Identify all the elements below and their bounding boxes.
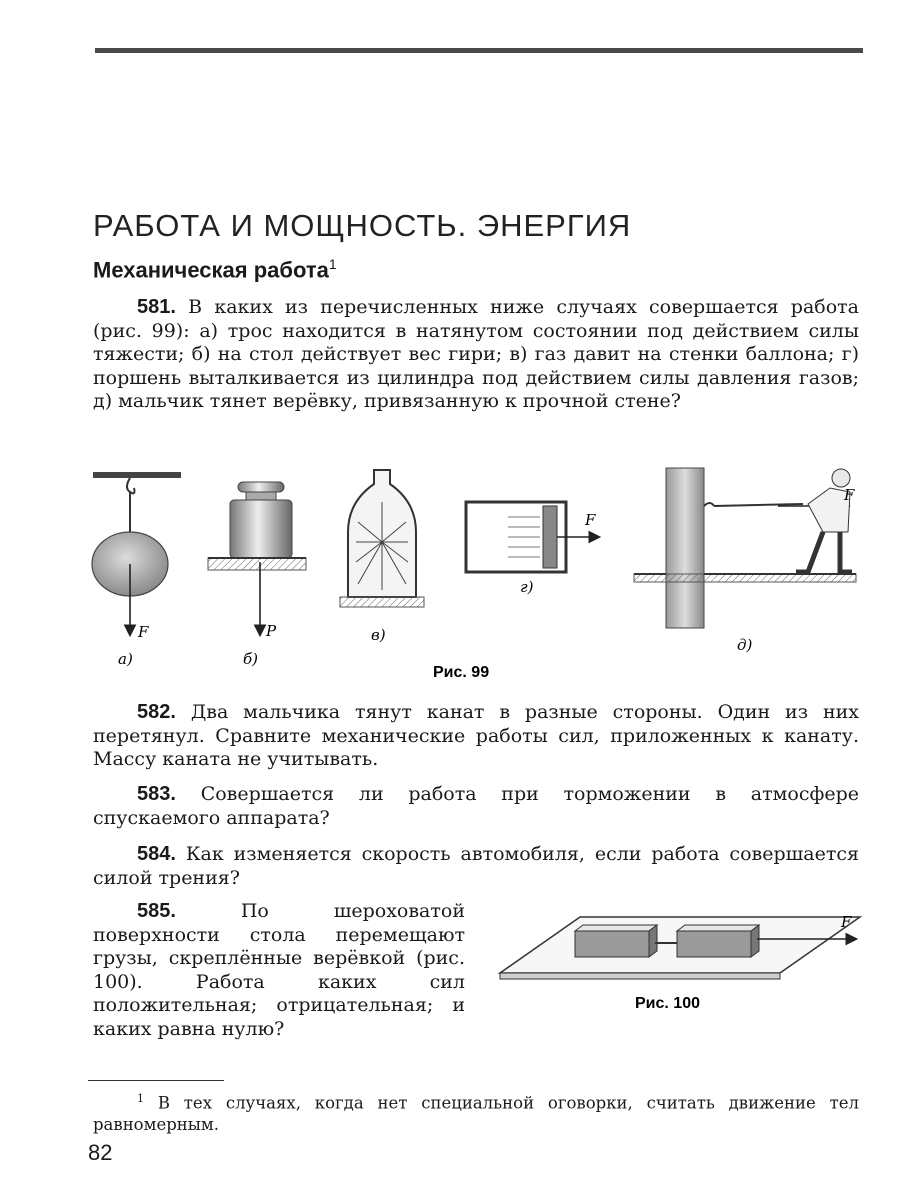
problem-585: [93, 900, 465, 1041]
load-block-2: [677, 925, 759, 957]
section-title: РАБОТА И МОЩНОСТЬ. ЭНЕРГИЯ: [93, 208, 632, 243]
problem-text: В каких из перечисленных ниже случаях совершается работа (рис. 99): а) трос находится в натянутом состоянии под действием силы тяжести; б) на стол действует вес гири; в) газ давит на стенки баллона; г) поршень выталкивается из цилиндра под действием силы давления газов; д) мальчик тянет верёвку, привязанную к прочной стене?: [93, 296, 859, 412]
load-block-1: [575, 925, 657, 957]
vector-F-label-g: F: [585, 511, 596, 529]
footnote-text: В тех случаях, когда нет специальной оговорки, считать движение тел равномерным.: [93, 1093, 859, 1134]
figure-99: [88, 462, 868, 687]
problem-584: [93, 843, 859, 890]
footnote-rule: [88, 1080, 224, 1081]
fig99-panel-v: [340, 470, 424, 607]
problem-583: [93, 783, 859, 830]
problem-text: По шероховатой поверхности стола перемещают грузы, скреплённые верёвкой (рис. 100). Работа каких сил положительная; отрицательная; и каких равна нулю?: [93, 900, 465, 1040]
problem-text: Как изменяется скорость автомобиля, если работа совершается силой трения?: [93, 843, 859, 889]
footnote-mark: 1: [328, 256, 337, 272]
page-number: 82: [88, 1140, 113, 1165]
problem-number: 581.: [137, 296, 176, 318]
fig99-caption: Рис. 99: [433, 664, 490, 681]
fig99-label-v: в): [371, 626, 386, 644]
fig99-label-a: а): [118, 650, 133, 668]
problem-number: 584.: [137, 843, 176, 865]
subsection-title: [93, 256, 337, 283]
footnote-mark: 1: [137, 1092, 144, 1105]
top-rule: [95, 48, 863, 53]
figure-100: [495, 905, 865, 1025]
fig99-panel-b: [208, 482, 306, 634]
vector-F-label-d: F: [844, 486, 855, 504]
problem-text: Совершается ли работа при торможении в атмосфере спускаемого аппарата?: [93, 783, 859, 829]
subsection-title-text: Механическая работа: [93, 257, 329, 283]
problem-text: Два мальчика тянут канат в разные стороны. Один из них перетянул. Сравните механические работы сил, приложенных к канату. Массу каната не учитывать.: [93, 701, 859, 770]
problem-number: 582.: [137, 701, 176, 723]
fig99-label-g: г): [520, 578, 534, 596]
fig100-caption: Рис. 100: [635, 995, 700, 1012]
problem-582: [93, 701, 859, 772]
problem-number: 583.: [137, 783, 176, 805]
vector-F-label: F: [138, 623, 149, 641]
fig99-panel-d: [634, 468, 856, 628]
fig99-label-d: д): [737, 636, 753, 654]
fig99-panel-a: [92, 472, 181, 634]
problem-581: [93, 296, 859, 414]
footnote: [93, 1088, 859, 1135]
fig99-label-b: б): [243, 650, 259, 668]
vector-F-label-100: F: [841, 913, 852, 931]
fig99-panel-g: [466, 502, 598, 572]
vector-P-label: P: [266, 622, 277, 640]
problem-number: 585.: [137, 900, 176, 922]
